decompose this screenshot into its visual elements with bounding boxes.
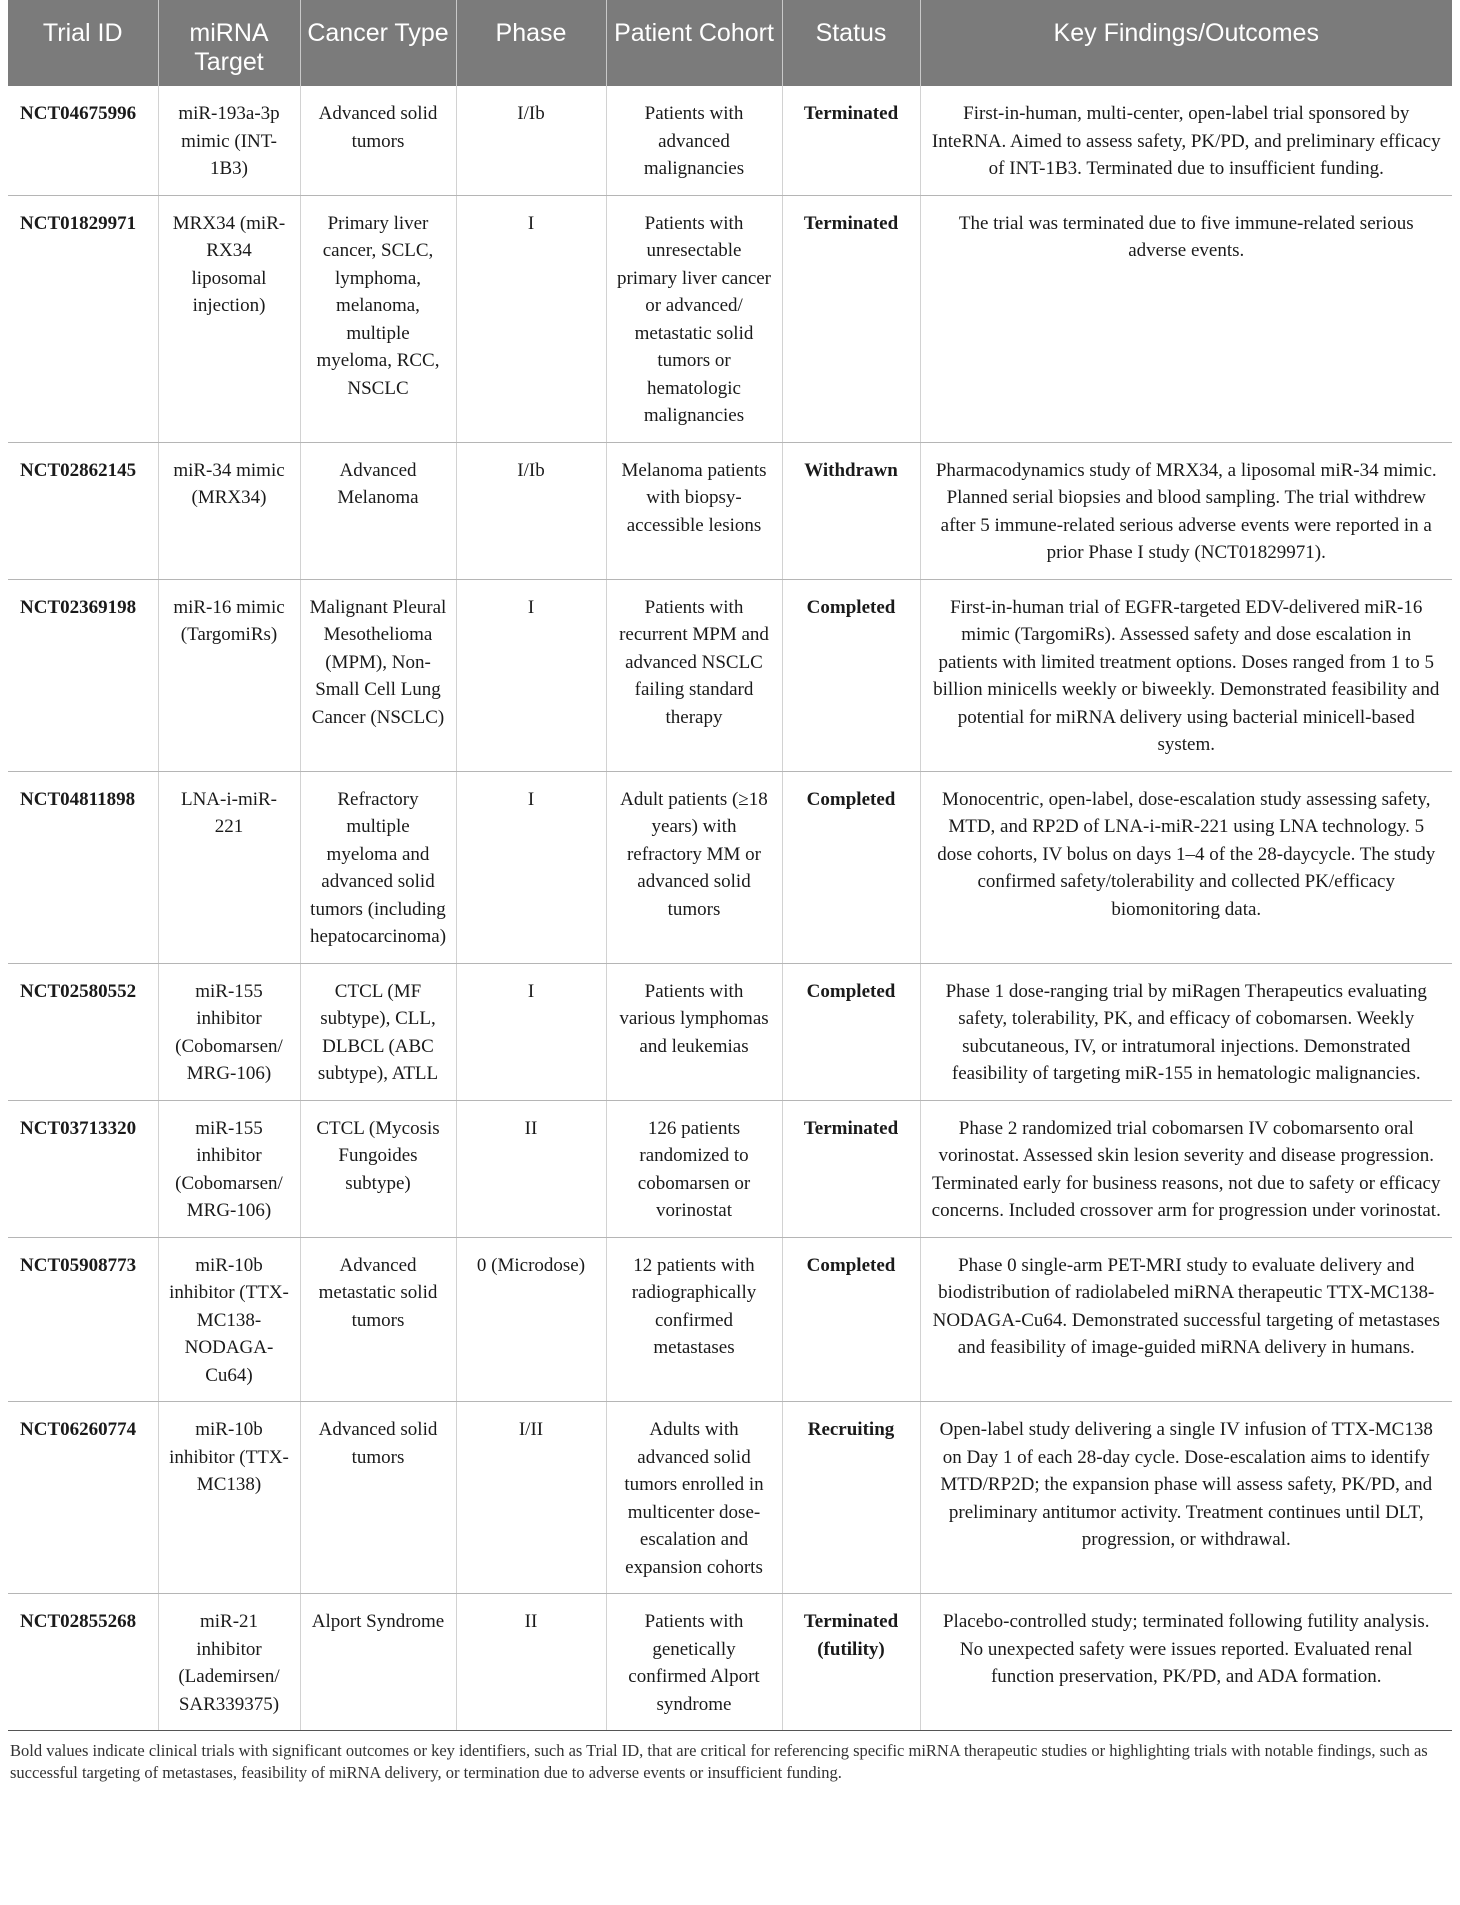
cell-key-findings: Pharmacodynamics study of MRX34, a liposomal miR-34 mimic. Planned serial biopsies and blood sampling. The trial withdrew after 5 immune-related serious adverse events were reported in a prior Phase I study (NCT01829971). <box>920 442 1452 579</box>
cell-status: Completed <box>782 771 920 963</box>
header-status: Status <box>782 0 920 86</box>
table-row <box>8 1594 1452 1731</box>
cell-cancer-type: Advanced solid tumors <box>300 1402 456 1594</box>
cell-cancer-type: CTCL (MF subtype), CLL, DLBCL (ABC subtype), ATLL <box>300 963 456 1100</box>
cell-trial-id: NCT02369198 <box>8 579 158 771</box>
header-key-findings: Key Findings/Outcomes <box>920 0 1452 86</box>
cell-trial-id: NCT06260774 <box>8 1402 158 1594</box>
cell-phase: 0 (Microdose) <box>456 1237 606 1402</box>
header-patient-cohort: Patient Cohort <box>606 0 782 86</box>
table-row <box>8 1237 1452 1402</box>
cell-status: Terminated <box>782 1100 920 1237</box>
cell-key-findings: The trial was terminated due to five immune-related serious adverse events. <box>920 195 1452 442</box>
cell-trial-id: NCT05908773 <box>8 1237 158 1402</box>
cell-trial-id: NCT03713320 <box>8 1100 158 1237</box>
cell-trial-id: NCT02580552 <box>8 963 158 1100</box>
cell-status: Terminated <box>782 86 920 195</box>
cell-patient-cohort: Patients with various lymphomas and leukemias <box>606 963 782 1100</box>
cell-phase: I <box>456 963 606 1100</box>
cell-patient-cohort: Patients with advanced malignancies <box>606 86 782 195</box>
cell-mirna-target: miR-16 mimic (TargomiRs) <box>158 579 300 771</box>
cell-key-findings: Phase 1 dose-ranging trial by miRagen Therapeutics evaluating safety, tolerability, PK, and efficacy of cobomarsen. Weekly subcutaneous, IV, or intratumoral injections. Demonstrated feasibility of targeting miR-155 in hematologic malignancies. <box>920 963 1452 1100</box>
cell-key-findings: Monocentric, open-label, dose-escalation study assessing safety, MTD, and RP2D of LNA-i-miR-221 using LNA technology. 5 dose cohorts, IV bolus on days 1–4 of the 28-daycycle. The study confirmed safety/tolerability and collected PK/efficacy biomonitoring data. <box>920 771 1452 963</box>
cell-phase: I/II <box>456 1402 606 1594</box>
cell-phase: II <box>456 1100 606 1237</box>
header-mirna-target: miRNA Target <box>158 0 300 86</box>
cell-key-findings: First-in-human trial of EGFR-targeted EDV-delivered miR-16 mimic (TargomiRs). Assessed safety and dose escalation in patients with limited treatment options. Doses ranged from 1 to 5 billion minicells weekly or biweekly. Demonstrated feasibility and potential for miRNA delivery using bacterial minicell-based system. <box>920 579 1452 771</box>
table-footnote: Bold values indicate clinical trials with significant outcomes or key identifiers, such as Trial ID, that are critical for referencing specific miRNA therapeutic studies or highlighting trials with notable findings, such as successful targeting of metastases, feasibility of miRNA delivery, or termination due to adverse events or insufficient funding. <box>10 1741 1428 1782</box>
cell-mirna-target: MRX34 (miR-RX34 liposomal injection) <box>158 195 300 442</box>
header-trial-id: Trial ID <box>8 0 158 86</box>
cell-patient-cohort: Patients with unresectable primary liver cancer or advanced/ metastatic solid tumors or hematologic malignancies <box>606 195 782 442</box>
table-row <box>8 195 1452 442</box>
table-row <box>8 771 1452 963</box>
cell-mirna-target: miR-155 inhibitor (Cobomarsen/ MRG-106) <box>158 1100 300 1237</box>
cell-patient-cohort: Adult patients (≥18 years) with refractory MM or advanced solid tumors <box>606 771 782 963</box>
table-row <box>8 442 1452 579</box>
cell-key-findings: First-in-human, multi-center, open-label trial sponsored by InteRNA. Aimed to assess safety, PK/PD, and preliminary efficacy of INT-1B3. Terminated due to insufficient funding. <box>920 86 1452 195</box>
table-row <box>8 1402 1452 1594</box>
cell-mirna-target: LNA-i-miR-221 <box>158 771 300 963</box>
cell-mirna-target: miR-155 inhibitor (Cobomarsen/ MRG-106) <box>158 963 300 1100</box>
table-row <box>8 1100 1452 1237</box>
table-row <box>8 86 1452 195</box>
cell-mirna-target: miR-193a-3p mimic (INT-1B3) <box>158 86 300 195</box>
cell-phase: I/Ib <box>456 442 606 579</box>
cell-trial-id: NCT02862145 <box>8 442 158 579</box>
cell-trial-id: NCT02855268 <box>8 1594 158 1731</box>
clinical-trials-table <box>8 0 1452 1731</box>
cell-key-findings: Placebo-controlled study; terminated following futility analysis. No unexpected safety were issues reported. Evaluated renal function preservation, PK/PD, and ADA formation. <box>920 1594 1452 1731</box>
cell-key-findings: Phase 0 single-arm PET-MRI study to evaluate delivery and biodistribution of radiolabeled miRNA therapeutic TTX-MC138-NODAGA-Cu64. Demonstrated successful targeting of metastases and feasibility of image-guided miRNA delivery in humans. <box>920 1237 1452 1402</box>
cell-mirna-target: miR-10b inhibitor (TTX-MC138) <box>158 1402 300 1594</box>
cell-phase: II <box>456 1594 606 1731</box>
cell-patient-cohort: Patients with genetically confirmed Alport syndrome <box>606 1594 782 1731</box>
cell-phase: I <box>456 195 606 442</box>
cell-trial-id: NCT04675996 <box>8 86 158 195</box>
header-phase: Phase <box>456 0 606 86</box>
cell-status: Withdrawn <box>782 442 920 579</box>
cell-cancer-type: CTCL (Mycosis Fungoides subtype) <box>300 1100 456 1237</box>
cell-mirna-target: miR-34 mimic (MRX34) <box>158 442 300 579</box>
cell-patient-cohort: Adults with advanced solid tumors enrolled in multicenter dose-escalation and expansion cohorts <box>606 1402 782 1594</box>
cell-status: Recruiting <box>782 1402 920 1594</box>
table-container <box>8 0 1460 1801</box>
table-body <box>8 86 1452 1731</box>
table-row <box>8 963 1452 1100</box>
cell-cancer-type: Advanced metastatic solid tumors <box>300 1237 456 1402</box>
cell-status: Terminated (futility) <box>782 1594 920 1731</box>
cell-status: Completed <box>782 579 920 771</box>
cell-trial-id: NCT04811898 <box>8 771 158 963</box>
cell-patient-cohort: 12 patients with radiographically confirmed metastases <box>606 1237 782 1402</box>
cell-cancer-type: Advanced solid tumors <box>300 86 456 195</box>
cell-patient-cohort: 126 patients randomized to cobomarsen or vorinostat <box>606 1100 782 1237</box>
cell-key-findings: Phase 2 randomized trial cobomarsen IV cobomarsento oral vorinostat. Assessed skin lesion severity and disease progression. Terminated early for business reasons, not due to safety or efficacy concerns. Included crossover arm for progression under vorinostat. <box>920 1100 1452 1237</box>
cell-trial-id: NCT01829971 <box>8 195 158 442</box>
cell-status: Completed <box>782 963 920 1100</box>
cell-cancer-type: Alport Syndrome <box>300 1594 456 1731</box>
cell-status: Completed <box>782 1237 920 1402</box>
cell-phase: I <box>456 771 606 963</box>
cell-patient-cohort: Melanoma patients with biopsy-accessible lesions <box>606 442 782 579</box>
header-cancer-type: Cancer Type <box>300 0 456 86</box>
table-header <box>8 0 1452 86</box>
cell-mirna-target: miR-21 inhibitor (Lademirsen/ SAR339375) <box>158 1594 300 1731</box>
cell-cancer-type: Advanced Melanoma <box>300 442 456 579</box>
cell-patient-cohort: Patients with recurrent MPM and advanced NSCLC failing standard therapy <box>606 579 782 771</box>
cell-phase: I <box>456 579 606 771</box>
cell-cancer-type: Malignant Pleural Mesothelioma (MPM), Non-Small Cell Lung Cancer (NSCLC) <box>300 579 456 771</box>
cell-cancer-type: Primary liver cancer, SCLC, lymphoma, melanoma, multiple myeloma, RCC, NSCLC <box>300 195 456 442</box>
cell-mirna-target: miR-10b inhibitor (TTX-MC138-NODAGA-Cu64) <box>158 1237 300 1402</box>
cell-key-findings: Open-label study delivering a single IV infusion of TTX-MC138 on Day 1 of each 28-day cycle. Dose-escalation aims to identify MTD/RP2D; the expansion phase will assess safety, PK/PD, and preliminary antitumor activity. Treatment continues until DLT, progression, or withdrawal. <box>920 1402 1452 1594</box>
header-row <box>8 0 1452 86</box>
table-row <box>8 579 1452 771</box>
cell-phase: I/Ib <box>456 86 606 195</box>
cell-status: Terminated <box>782 195 920 442</box>
cell-cancer-type: Refractory multiple myeloma and advanced solid tumors (including hepatocarcinoma) <box>300 771 456 963</box>
